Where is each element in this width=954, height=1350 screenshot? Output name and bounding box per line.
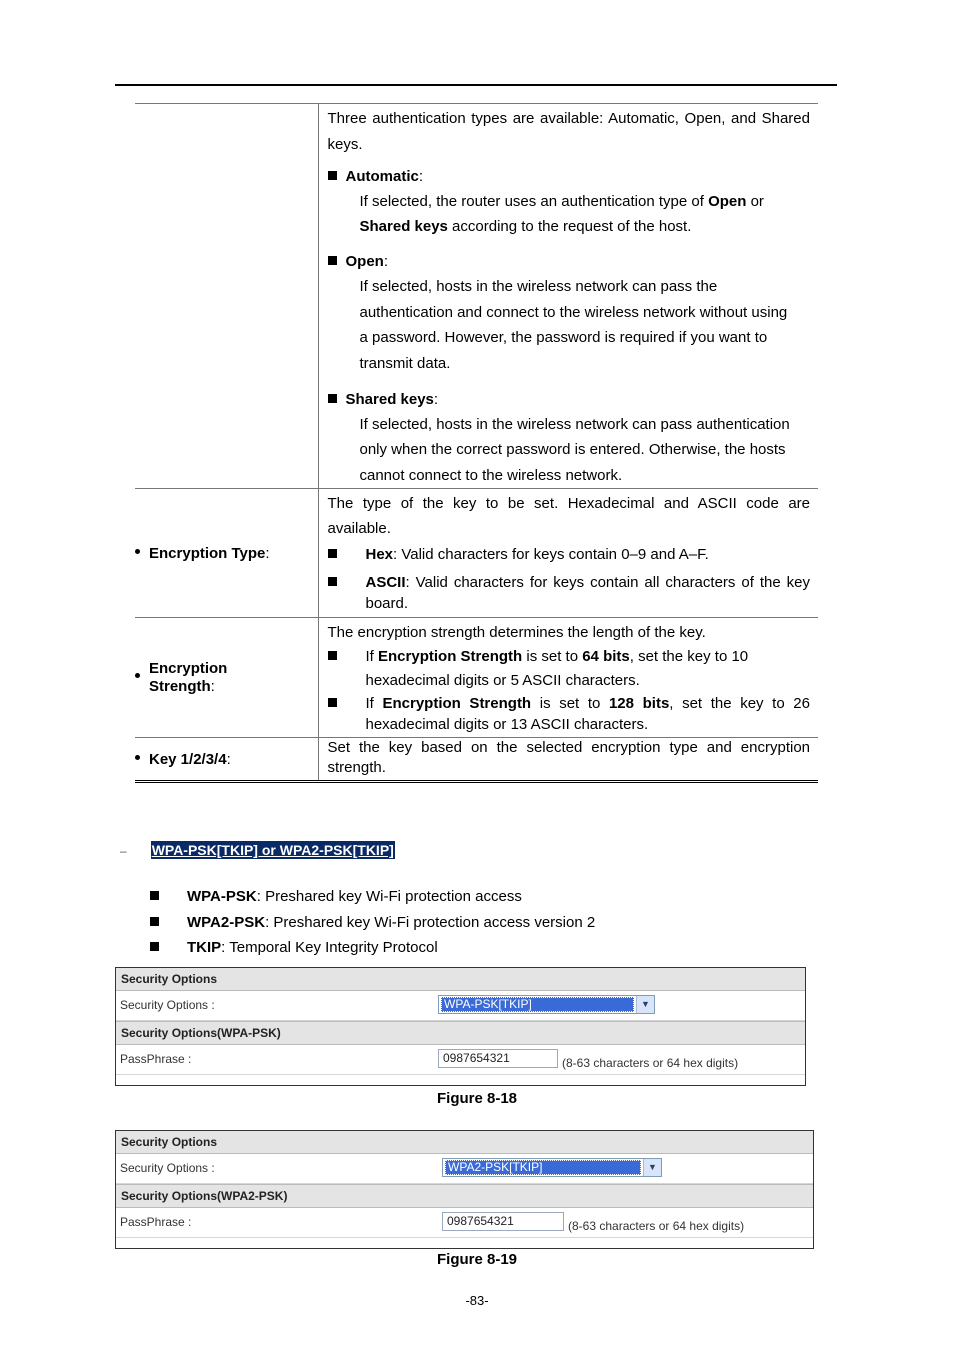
- panel-header: Security Options: [116, 968, 805, 991]
- encryption-strength-64: If Encryption Strength is set to 64 bits, set the key to 10 hexadecimal digits or 5 ASCII characters.: [328, 645, 811, 693]
- encryption-strength-label-cell: Encryption Strength:: [135, 618, 318, 738]
- passphrase-label: PassPhrase :: [120, 1052, 192, 1066]
- security-options-select[interactable]: WPA2-PSK[TKIP] ▼: [442, 1158, 662, 1177]
- empty-label-cell: [135, 104, 318, 489]
- encryption-type-label-cell: Encryption Type:: [135, 489, 318, 618]
- passphrase-hint: (8-63 characters or 64 hex digits): [562, 1056, 739, 1070]
- square-bullet-icon: [328, 577, 337, 586]
- encryption-strength-128: If Encryption Strength is set to 128 bits, set the key to 26 hexadecimal digits or 13 ASCII characters.: [328, 693, 811, 737]
- definition-item: TKIP : Temporal Key Integrity Protocol: [150, 935, 595, 961]
- key-description-cell: Set the key based on the selected encryption type and encryption strength.: [318, 738, 818, 782]
- chevron-down-icon[interactable]: ▼: [643, 1159, 661, 1176]
- square-bullet-icon: [150, 942, 159, 951]
- round-bullet-icon: [135, 673, 140, 678]
- passphrase-input[interactable]: 0987654321: [438, 1049, 558, 1068]
- passphrase-label: PassPhrase :: [120, 1215, 192, 1229]
- table-row-authentication: [135, 104, 818, 489]
- chevron-down-icon[interactable]: ▼: [636, 996, 654, 1013]
- encryption-type-hex: Hex: Valid characters for keys contain 0–9 and A–F.: [328, 542, 811, 567]
- round-bullet-icon: [135, 755, 140, 760]
- parameter-table: [135, 103, 818, 783]
- definition-item: WPA-PSK : Preshared key Wi-Fi protection access: [150, 884, 595, 910]
- passphrase-row: [116, 1208, 813, 1238]
- security-options-label: Security Options :: [120, 1161, 215, 1175]
- round-bullet-icon: [135, 549, 140, 554]
- square-bullet-icon: [328, 394, 337, 403]
- auth-open-text: If selected, hosts in the wireless network can pass the authentication and connect to the wireless network without using a password. However, the password is required if you want to transmit data.: [359, 278, 788, 373]
- square-bullet-icon: [150, 917, 159, 926]
- auth-automatic-heading: Automatic:: [328, 164, 811, 189]
- definition-item: WPA2-PSK : Preshared key Wi-Fi protection access version 2: [150, 910, 595, 936]
- security-options-row: [116, 991, 805, 1021]
- passphrase-input[interactable]: 0987654321: [442, 1212, 564, 1231]
- definition-list: [150, 884, 595, 961]
- auth-open-heading: Open:: [328, 249, 811, 274]
- square-bullet-icon: [150, 891, 159, 900]
- encryption-strength-intro: The encryption strength determines the length of the key.: [327, 623, 706, 641]
- security-options-panel-wpa2: [115, 1130, 814, 1249]
- encryption-type-ascii: ASCII: Valid characters for keys contain all characters of the key board.: [328, 572, 811, 617]
- header-rule: [115, 84, 837, 86]
- security-options-label: Security Options :: [120, 998, 215, 1012]
- figure-caption: Figure 8-19: [436, 1251, 518, 1268]
- panel-subheader: Security Options(WPA-PSK): [116, 1021, 805, 1045]
- square-bullet-icon: [328, 549, 337, 558]
- auth-intro: Three authentication types are available: Automatic, Open, and Shared keys.: [327, 110, 810, 153]
- auth-automatic-text: If selected, the router uses an authentication type of Open or Shared keys according to the request of the host.: [359, 193, 764, 235]
- square-bullet-icon: [328, 256, 337, 265]
- figure-caption: Figure 8-18: [436, 1090, 518, 1107]
- square-bullet-icon: [328, 651, 337, 660]
- section-title: WPA-PSK[TKIP] or WPA2-PSK[TKIP]: [151, 842, 394, 858]
- passphrase-hint: (8-63 characters or 64 hex digits): [568, 1219, 745, 1233]
- encryption-strength-description-cell: [318, 618, 818, 738]
- square-bullet-icon: [328, 171, 337, 180]
- panel-subheader: Security Options(WPA2-PSK): [116, 1184, 813, 1208]
- table-row-encryption-type: [135, 489, 818, 618]
- security-options-select[interactable]: WPA-PSK[TKIP] ▼: [438, 995, 655, 1014]
- section-dash: –: [120, 844, 127, 858]
- security-options-row: [116, 1154, 813, 1184]
- page-number: -83-: [465, 1293, 489, 1308]
- panel-header: Security Options: [116, 1131, 813, 1154]
- key-label-cell: Key 1/2/3/4:: [135, 738, 318, 782]
- encryption-type-intro: The type of the key to be set. Hexadecimal and ASCII code are available.: [327, 494, 810, 537]
- encryption-type-description-cell: [318, 489, 818, 618]
- auth-description-cell: [318, 104, 818, 489]
- security-options-panel-wpa: [115, 967, 806, 1086]
- auth-shared-heading: Shared keys:: [328, 387, 811, 412]
- auth-shared-text: If selected, hosts in the wireless network can pass authentication only when the correct password is entered. Otherwise, the hosts cannot connect to the wireless network.: [359, 415, 790, 484]
- passphrase-row: [116, 1045, 805, 1075]
- section-heading: [120, 842, 395, 858]
- table-row-key: [135, 738, 818, 782]
- square-bullet-icon: [328, 698, 337, 707]
- table-row-encryption-strength: [135, 618, 818, 738]
